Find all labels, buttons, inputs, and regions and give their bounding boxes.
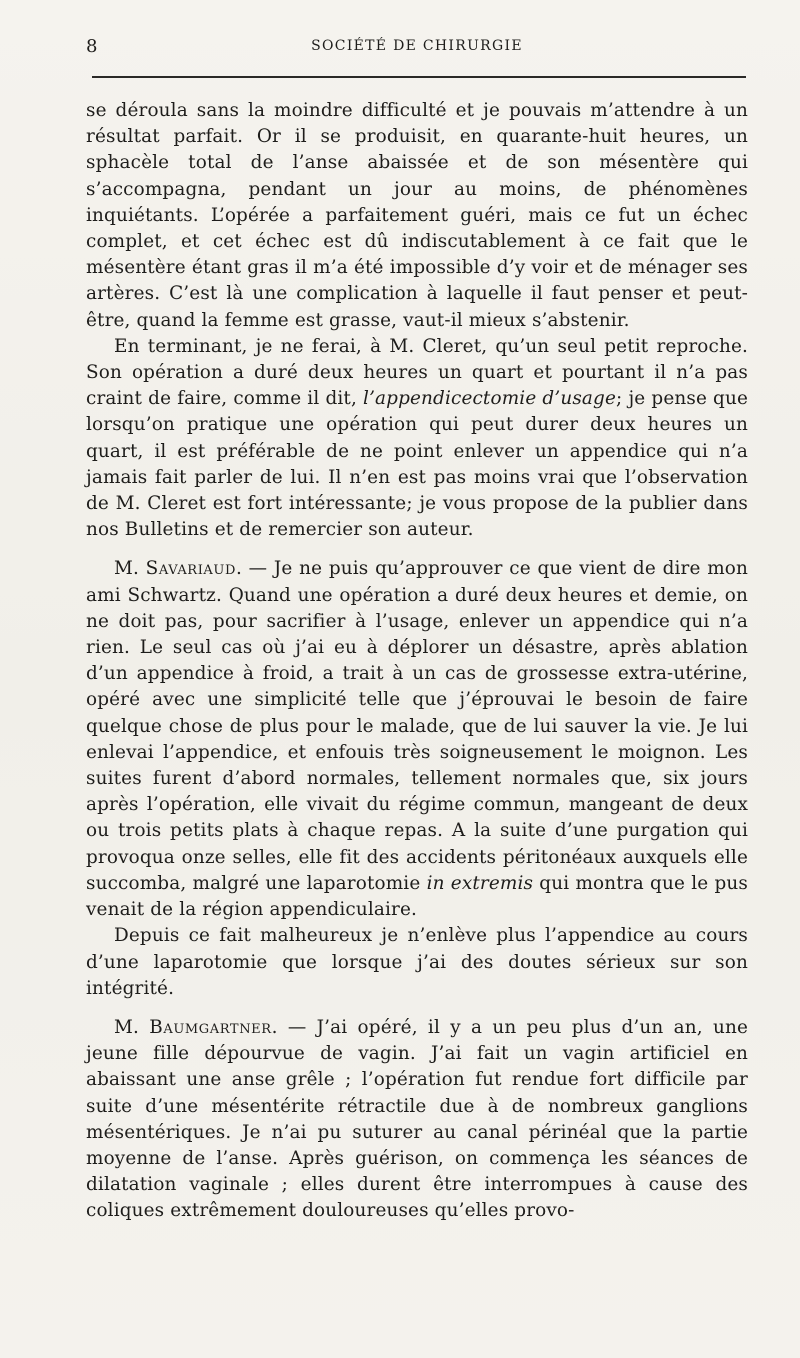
paragraph-baumgartner xyxy=(86,1015,748,1225)
paragraph-text: se déroula sans la moindre difficulté et je pouvais m’attendre à un résultat parfait. Or il se produisit, en quarante-huit heures, un sphacèle total de l’anse abaissée et de son mésentère qui s’accompagna, pendant un jour au moins, de phénomènes inquiétants. L’opérée a parfaitement guéri, mais ce fut un échec complet, et cet échec est dû indiscutablement à ce fait que le mésentère étant gras il m’a été impossible d’y voir et de ménager ses artères. C’est là une complication à laquelle il faut penser et peut-être, quand la femme est grasse, vaut-il mieux s’abstenir. xyxy=(86,100,748,331)
paragraph-continuation xyxy=(86,98,748,334)
paragraph-italic-phrase: l’appendicectomie d’usage xyxy=(363,388,617,410)
speaker-prefix: M. xyxy=(114,1016,150,1038)
paragraph-savariaud xyxy=(86,556,748,923)
paragraph-text-before: En terminant, je ne ferai, à M. Cleret, qu’un seul petit reproche. Son opération a duré deux heures un quart et pourtant il n’a pas craint de faire, comme il dit, xyxy=(86,335,748,410)
paragraph-text: Depuis ce fait malheureux je n’enlève plus l’appendice au cours d’une laparotomie que lorsque j’ai des doutes sérieux sur son intégrité. xyxy=(86,925,748,999)
paragraph-italic-phrase: in extremis xyxy=(426,872,534,894)
running-head: SOCIÉTÉ DE CHIRURGIE xyxy=(311,38,523,54)
speaker-name: Baumgartner xyxy=(149,1016,272,1038)
page-number: 8 xyxy=(86,36,98,57)
paragraph-conclusion xyxy=(86,334,748,544)
paragraph-text-after: ; je pense que lorsqu’on pratique une opération qui peut durer deux heures un quart, il est préférable de ne point enlever un appendice qui n’a jamais fait parler de lui. Il n’en est pas moins vrai que l’observation de M. Cleret est fort intéressante; je vous propose de la publier dans nos Bulletins et de remercier son auteur. xyxy=(86,388,749,541)
page-header xyxy=(86,36,748,58)
header-rule xyxy=(92,76,746,78)
paragraph-text-before: . — Je ne puis qu’approuver ce que vient de dire mon ami Schwartz. Quand une opération a duré deux heures et demie, on ne doit pas, pour sacrifier à l’usage, enlever un appendice qui n’a rien. Le seul cas où j’ai eu à déplorer un désastre, après ablation d’un appendice à froid, a trait à un cas de grossesse extra-utérine, opéré avec une simplicité telle que j’éprouvai le besoin de faire quelque chose de plus pour le malade, que de lui sauver la vie. Je lui enlevai l’appendice, et enfouis très soigneusement le moignon. Les suites furent d’abord normales, tellement normales que, six jours après l’opération, elle vivait du régime commun, mangeant de deux ou trois petits plats à chaque repas. A la suite d’une purgation qui provoqua onze selles, elle fit des accidents péritonéaux auxquels elle succomba, malgré une laparotomie xyxy=(86,558,748,894)
speaker-name: Savariaud xyxy=(145,558,236,580)
paragraph-text-before: . — J’ai opéré, il y a un peu plus d’un an, une jeune fille dépourvue de vagin. J’ai fait un vagin artificiel en abaissant une anse grêle ; l’opération fut rendue fort difficile par suite d’une mésentérite rétractile due à de nombreux ganglions mésentériques. Je n’ai pu suturer au canal périnéal que la partie moyenne de l’anse. Après guérison, on commença les séances de dilatation vaginale ; elles durent être interrompues à cause des coliques extrêmement douloureuses qu’elles provo- xyxy=(86,1016,748,1222)
body-text xyxy=(86,98,748,1225)
speaker-prefix: M. xyxy=(114,558,146,580)
paragraph-text-after: qui montra que le pus venait de la région appendiculaire. xyxy=(86,872,748,921)
paragraph-depuis xyxy=(86,923,748,1002)
